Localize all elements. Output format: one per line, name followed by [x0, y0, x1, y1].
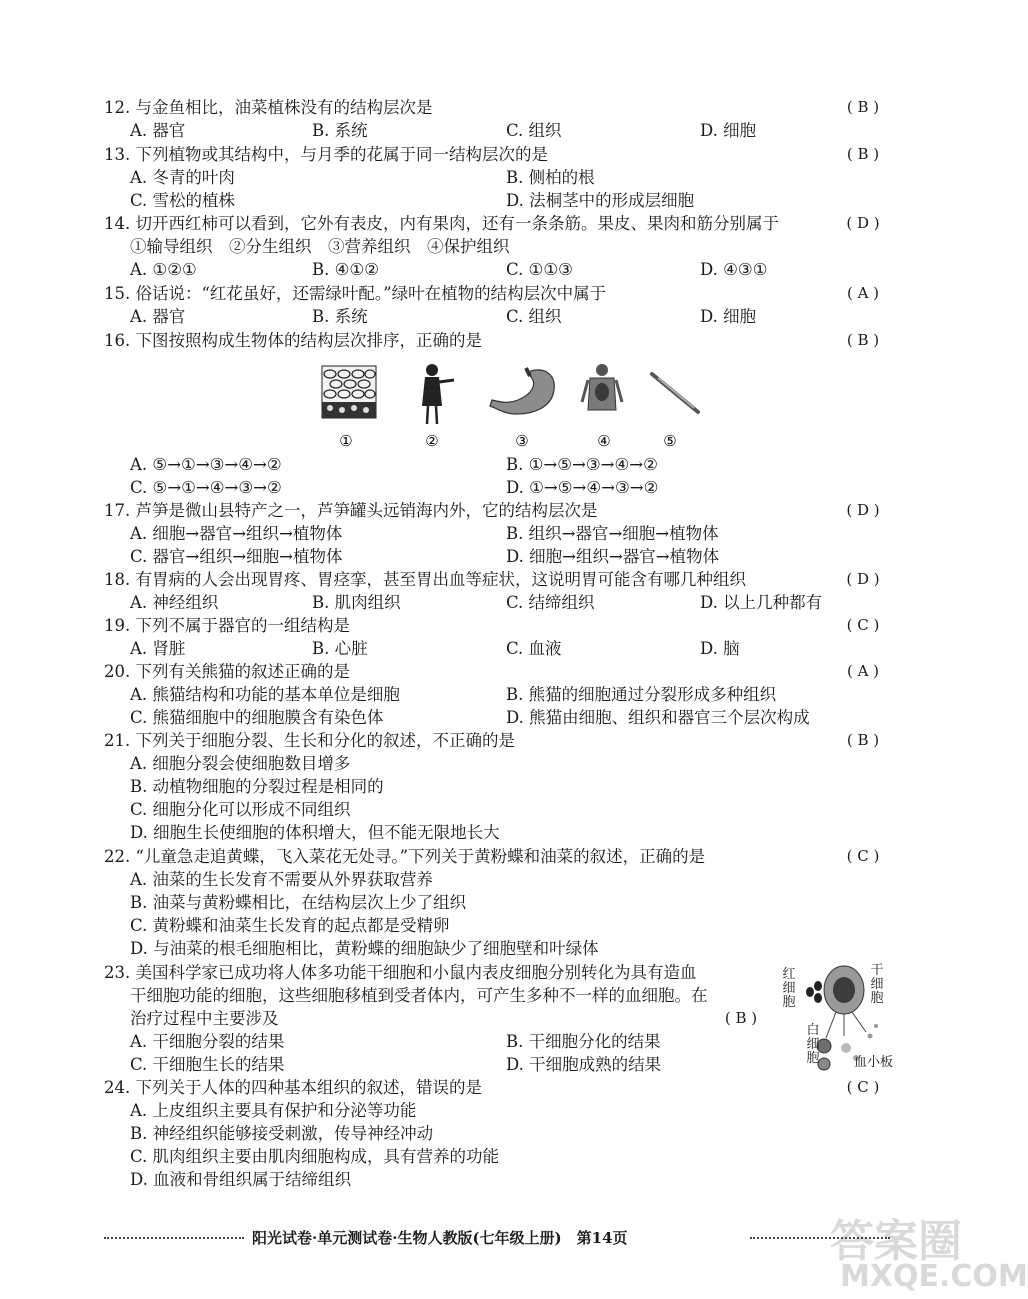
- q15-option-d: D. 细胞: [700, 307, 757, 326]
- q16-option-b: B. ①→⑤→③→④→②: [506, 455, 658, 474]
- q16-option-d: D. ①→⑤→④→③→②: [506, 478, 659, 497]
- q23-stem: 23. 美国科学家已成功将人体多功能干细胞和小鼠内表皮细胞分别转化为具有造血: [104, 963, 697, 982]
- q17-option-a: A. 细胞→器官→组织→植物体: [130, 524, 343, 543]
- q16-figure-label-5: ⑤: [663, 432, 677, 450]
- q21-option-a: A. 细胞分裂会使细胞数目增多: [130, 754, 351, 773]
- q17-option-c: C. 器官→组织→细胞→植物体: [130, 547, 343, 566]
- q22-option-b: B. 油菜与黄粉蝶相比，在结构层次上少了组织: [130, 893, 467, 912]
- q23-options-row2: [104, 1053, 784, 1076]
- q18-stem: 18. 有胃病的人会出现胃疼、胃痉挛，甚至胃出血等症状，这说明胃可能含有哪几种组织: [104, 570, 746, 589]
- q12-option-a: A. 器官: [130, 121, 186, 140]
- q23-option-b: B. 干细胞分化的结果: [506, 1032, 661, 1051]
- q22-stem: 22. “儿童急走追黄蝶，飞入菜花无处寻。”下列关于黄粉蝶和油菜的叙述，正确的是: [104, 847, 706, 866]
- q12-options: [104, 119, 900, 142]
- q21-answer: ( B ): [846, 731, 880, 749]
- q18-option-b: B. 肌肉组织: [312, 593, 401, 612]
- person-illustration: [422, 364, 454, 424]
- watermark-line1: 答案圈: [830, 1216, 962, 1267]
- q12-option-d: D. 细胞: [700, 121, 757, 140]
- q20-answer: ( A ): [846, 662, 880, 680]
- watermark-logo: [830, 1205, 1028, 1299]
- q20-options-row1: [104, 683, 900, 706]
- cell-illustration: [652, 374, 698, 412]
- q13-options-row1: [104, 166, 900, 189]
- q17-options-row2: [104, 545, 900, 568]
- q23-answer: ( B ): [724, 1009, 758, 1027]
- q13-answer: ( B ): [846, 145, 880, 163]
- q15-option-a: A. 器官: [130, 307, 186, 326]
- q23-figure: [778, 960, 900, 1075]
- q18-options: [104, 591, 900, 614]
- q14-option-b: B. ④①②: [312, 260, 379, 279]
- watermark-line2: MXQE.COM: [840, 1259, 1028, 1294]
- q23-stem-line2: 干细胞功能的细胞，这些细胞移植到受者体内，可产生多种不一样的血细胞。在: [130, 986, 708, 1005]
- q22-option-c: C. 黄粉蝶和油菜生长发育的起点都是受精卵: [130, 916, 450, 935]
- red-blood-cell-label: 红细胞: [782, 967, 796, 1010]
- q17-answer: ( D ): [846, 501, 880, 519]
- footer-text: 阳光试卷·单元测试卷·生物人教版(七年级上册) 第14页: [252, 1229, 628, 1247]
- q17-options-row1: [104, 522, 900, 545]
- q13-option-c: C. 雪松的植株: [130, 191, 236, 210]
- q16-answer: ( B ): [846, 331, 880, 349]
- q22-answer: ( C ): [846, 847, 880, 865]
- body-system-illustration: [582, 364, 622, 410]
- q24-stem: 24. 下列关于人体的四种基本组织的叙述，错误的是: [104, 1078, 482, 1097]
- q13-option-d: D. 法桐茎中的形成层细胞: [506, 191, 695, 210]
- q13-option-a: A. 冬青的叶肉: [130, 168, 235, 187]
- q20-option-b: B. 熊猫的细胞通过分裂形成多种组织: [506, 685, 777, 704]
- q16-figure-label-1: ①: [339, 432, 353, 450]
- q24-answer: ( C ): [846, 1078, 880, 1096]
- q15-option-c: C. 组织: [506, 307, 562, 326]
- q21-option-c: C. 细胞分化可以形成不同组织: [130, 800, 351, 819]
- q22-option-d: D. 与油菜的根毛细胞相比，黄粉蝶的细胞缺少了细胞壁和叶绿体: [130, 939, 599, 958]
- q14-answer: ( D ): [846, 214, 880, 232]
- q23-option-a: A. 干细胞分裂的结果: [130, 1032, 285, 1051]
- q24-option-b: B. 神经组织能够接受刺激，传导神经冲动: [130, 1124, 434, 1143]
- q15-answer: ( A ): [846, 284, 880, 302]
- q16-figure-label-4: ④: [597, 432, 611, 450]
- q16-figure: [318, 360, 718, 458]
- q23-option-d: D. 干细胞成熟的结果: [506, 1055, 662, 1074]
- q24-option-c: C. 肌肉组织主要由肌肉细胞构成，具有营养的功能: [130, 1147, 500, 1166]
- q18-option-c: C. 结缔组织: [506, 593, 595, 612]
- page-footer: [104, 1226, 900, 1250]
- q18-option-a: A. 神经组织: [130, 593, 219, 612]
- q24-option-a: A. 上皮组织主要具有保护和分泌等功能: [130, 1101, 417, 1120]
- q19-option-d: D. 脑: [700, 639, 740, 658]
- q16-options-row1: [104, 453, 900, 476]
- platelet-label: 血小板: [854, 1055, 894, 1070]
- q12-option-b: B. 系统: [312, 121, 368, 140]
- q19-option-b: B. 心脏: [312, 639, 368, 658]
- q18-answer: ( D ): [846, 570, 880, 588]
- q14-options: [104, 258, 900, 281]
- q17-option-b: B. 组织→器官→细胞→植物体: [506, 524, 719, 543]
- q12-option-c: C. 组织: [506, 121, 562, 140]
- q17-option-d: D. 细胞→组织→器官→植物体: [506, 547, 720, 566]
- footer-divider-left: [104, 1237, 244, 1239]
- q14-option-a: A. ①②①: [130, 260, 197, 279]
- q15-stem: 15. 俗话说：“红花虽好，还需绿叶配。”绿叶在植物的结构层次中属于: [104, 284, 607, 303]
- q20-option-d: D. 熊猫由细胞、组织和器官三个层次构成: [506, 708, 810, 727]
- q12-answer: ( B ): [846, 98, 880, 116]
- q23-stem-line3: 治疗过程中主要涉及: [130, 1009, 279, 1028]
- q18-option-d: D. 以上几种都有: [700, 593, 823, 612]
- white-blood-cell-label: 白细胞: [806, 1023, 820, 1066]
- q24-option-d: D. 血液和骨组织属于结缔组织: [130, 1170, 352, 1189]
- q23-option-c: C. 干细胞生长的结果: [130, 1055, 285, 1074]
- q16-option-a: A. ⑤→①→③→④→②: [130, 455, 282, 474]
- q16-figure-label-2: ②: [425, 432, 439, 450]
- q16-stem: 16. 下图按照构成生物体的结构层次排序，正确的是: [104, 331, 482, 350]
- q17-stem: 17. 芦笋是微山县特产之一，芦笋罐头远销海内外，它的结构层次是: [104, 501, 598, 520]
- q20-option-a: A. 熊猫结构和功能的基本单位是细胞: [130, 685, 400, 704]
- q14-stem-line2: ①输导组织 ②分生组织 ③营养组织 ④保护组织: [130, 237, 510, 256]
- q19-option-c: C. 血液: [506, 639, 562, 658]
- q23-options-row1: [104, 1030, 784, 1053]
- tissue-illustration: [322, 366, 376, 418]
- q20-stem: 20. 下列有关熊猫的叙述正确的是: [104, 662, 350, 681]
- q14-stem: 14. 切开西红柿可以看到，它外有表皮，内有果肉，还有一条条筋。果皮、果肉和筋分别属于: [104, 214, 779, 233]
- q12-stem: 12. 与金鱼相比，油菜植株没有的结构层次是: [104, 98, 433, 117]
- q13-stem: 13. 下列植物或其结构中，与月季的花属于同一结构层次的是: [104, 145, 548, 164]
- q14-option-c: C. ①①③: [506, 260, 573, 279]
- q19-stem: 19. 下列不属于器官的一组结构是: [104, 616, 350, 635]
- q19-option-a: A. 肾脏: [130, 639, 186, 658]
- q16-option-c: C. ⑤→①→④→③→②: [130, 478, 282, 497]
- q15-option-b: B. 系统: [312, 307, 368, 326]
- q19-answer: ( C ): [846, 616, 880, 634]
- stomach-illustration: [490, 368, 554, 414]
- q22-option-a: A. 油菜的生长发育不需要从外界获取营养: [130, 870, 433, 889]
- q13-options-row2: [104, 189, 900, 212]
- stem-cell-label: 干细胞: [870, 963, 884, 1006]
- q20-option-c: C. 熊猫细胞中的细胞膜含有染色体: [130, 708, 384, 727]
- q21-stem: 21. 下列关于细胞分裂、生长和分化的叙述，不正确的是: [104, 731, 515, 750]
- q16-figure-label-3: ③: [515, 432, 529, 450]
- q19-options: [104, 637, 900, 660]
- q21-option-b: B. 动植物细胞的分裂过程是相同的: [130, 777, 384, 796]
- q14-option-d: D. ④③①: [700, 260, 768, 279]
- q13-option-b: B. 侧柏的根: [506, 168, 595, 187]
- q15-options: [104, 305, 900, 328]
- q21-option-d: D. 细胞生长使细胞的体积增大，但不能无限地长大: [130, 823, 500, 842]
- q20-options-row2: [104, 706, 900, 729]
- q16-options-row2: [104, 476, 900, 499]
